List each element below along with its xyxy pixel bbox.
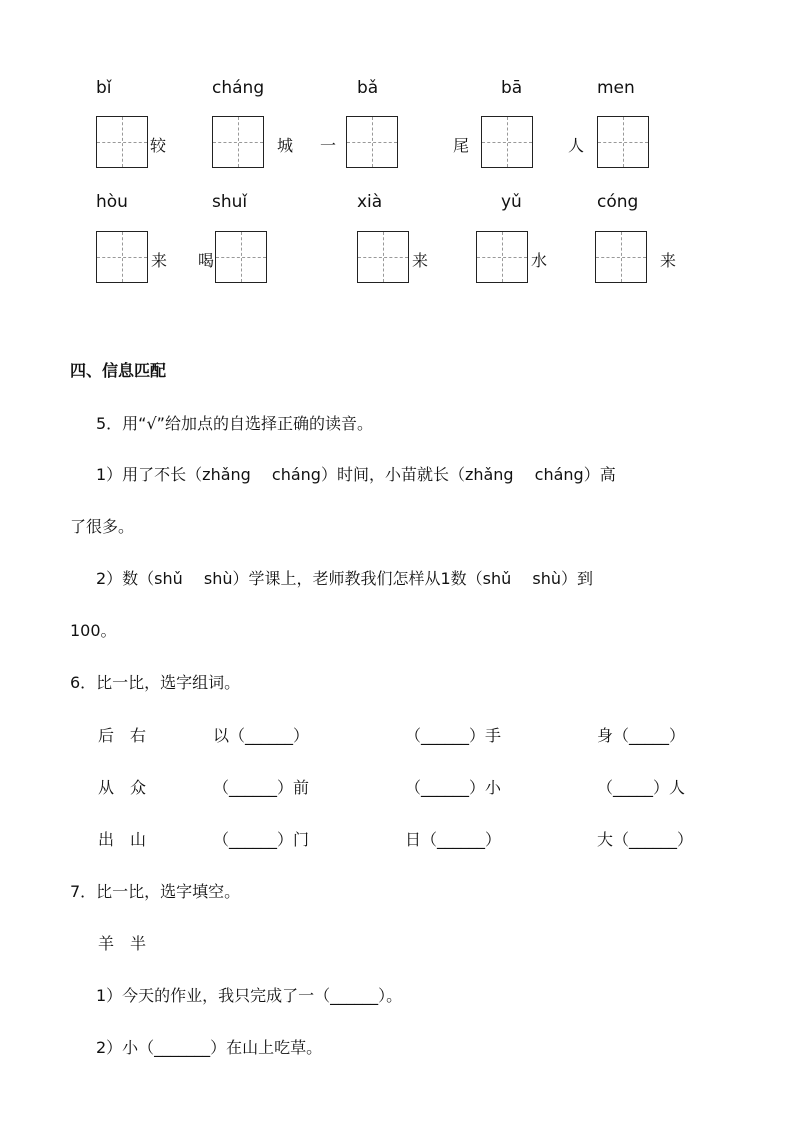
writing-box[interactable]: [597, 116, 649, 168]
pinyin-hou: hòu: [96, 192, 128, 212]
pinyin-ba1: bā: [501, 78, 523, 98]
grid-char: 来: [660, 251, 677, 270]
q6-blank[interactable]: （______）门: [213, 830, 310, 849]
q6-blank[interactable]: （_____）人: [597, 778, 686, 797]
q5-item1-line2: 了很多。: [70, 517, 135, 536]
q6-pair: 出 山: [98, 830, 147, 849]
writing-box[interactable]: [476, 231, 528, 283]
q7-pair: 羊 半: [98, 934, 147, 953]
q5-item1-line1: 1）用了不长（zhǎng cháng）时间，小苗就长（zhǎng cháng）高: [96, 465, 616, 484]
grid-char: 较: [150, 136, 167, 155]
writing-box[interactable]: [215, 231, 267, 283]
q7-stem: 7．比一比，选字填空。: [70, 882, 241, 901]
section-title: 四、信息匹配: [70, 361, 167, 380]
grid-char: 来: [151, 251, 168, 270]
q7-item2[interactable]: 2）小（_______）在山上吃草。: [96, 1038, 323, 1057]
pinyin-shui: shuǐ: [212, 192, 248, 212]
q6-blank[interactable]: 以（______）: [213, 726, 310, 745]
q6-blank[interactable]: 身（_____）: [597, 726, 686, 745]
q6-pair: 后 右: [98, 726, 147, 745]
pinyin-bi: bǐ: [96, 78, 112, 98]
pinyin-yu: yǔ: [501, 192, 522, 212]
writing-box[interactable]: [96, 116, 148, 168]
q5-item2-line1: 2）数（shǔ shù）学课上，老师教我们怎样从1数（shǔ shù）到: [96, 569, 594, 588]
writing-box[interactable]: [96, 231, 148, 283]
q6-blank[interactable]: 日（______）: [405, 830, 502, 849]
q5-stem: 5．用“√”给加点的自选择正确的读音。: [96, 414, 373, 433]
writing-box[interactable]: [481, 116, 533, 168]
writing-box[interactable]: [212, 116, 264, 168]
q6-blank[interactable]: （______）小: [405, 778, 502, 797]
grid-char: 喝: [198, 251, 215, 270]
pinyin-cong: cóng: [597, 192, 639, 212]
grid-char: 尾: [453, 136, 470, 155]
q6-blank[interactable]: （______）前: [213, 778, 310, 797]
pinyin-men: men: [597, 78, 635, 98]
q6-blank[interactable]: （______）手: [405, 726, 502, 745]
writing-box[interactable]: [357, 231, 409, 283]
q6-blank[interactable]: 大（______）: [597, 830, 694, 849]
pinyin-xia: xià: [357, 192, 383, 212]
grid-char: 来: [412, 251, 429, 270]
pinyin-ba3: bǎ: [357, 78, 379, 98]
grid-char: 一: [320, 136, 337, 155]
q6-pair: 从 众: [98, 778, 147, 797]
grid-char: 水: [531, 251, 548, 270]
pinyin-chang: cháng: [212, 78, 265, 98]
writing-box[interactable]: [346, 116, 398, 168]
q6-stem: 6．比一比，选字组词。: [70, 673, 241, 692]
grid-char: 城: [277, 136, 294, 155]
q5-item2-line2: 100。: [70, 621, 117, 640]
writing-box[interactable]: [595, 231, 647, 283]
q7-item1[interactable]: 1）今天的作业，我只完成了一（______）。: [96, 986, 403, 1005]
grid-char: 人: [568, 136, 585, 155]
